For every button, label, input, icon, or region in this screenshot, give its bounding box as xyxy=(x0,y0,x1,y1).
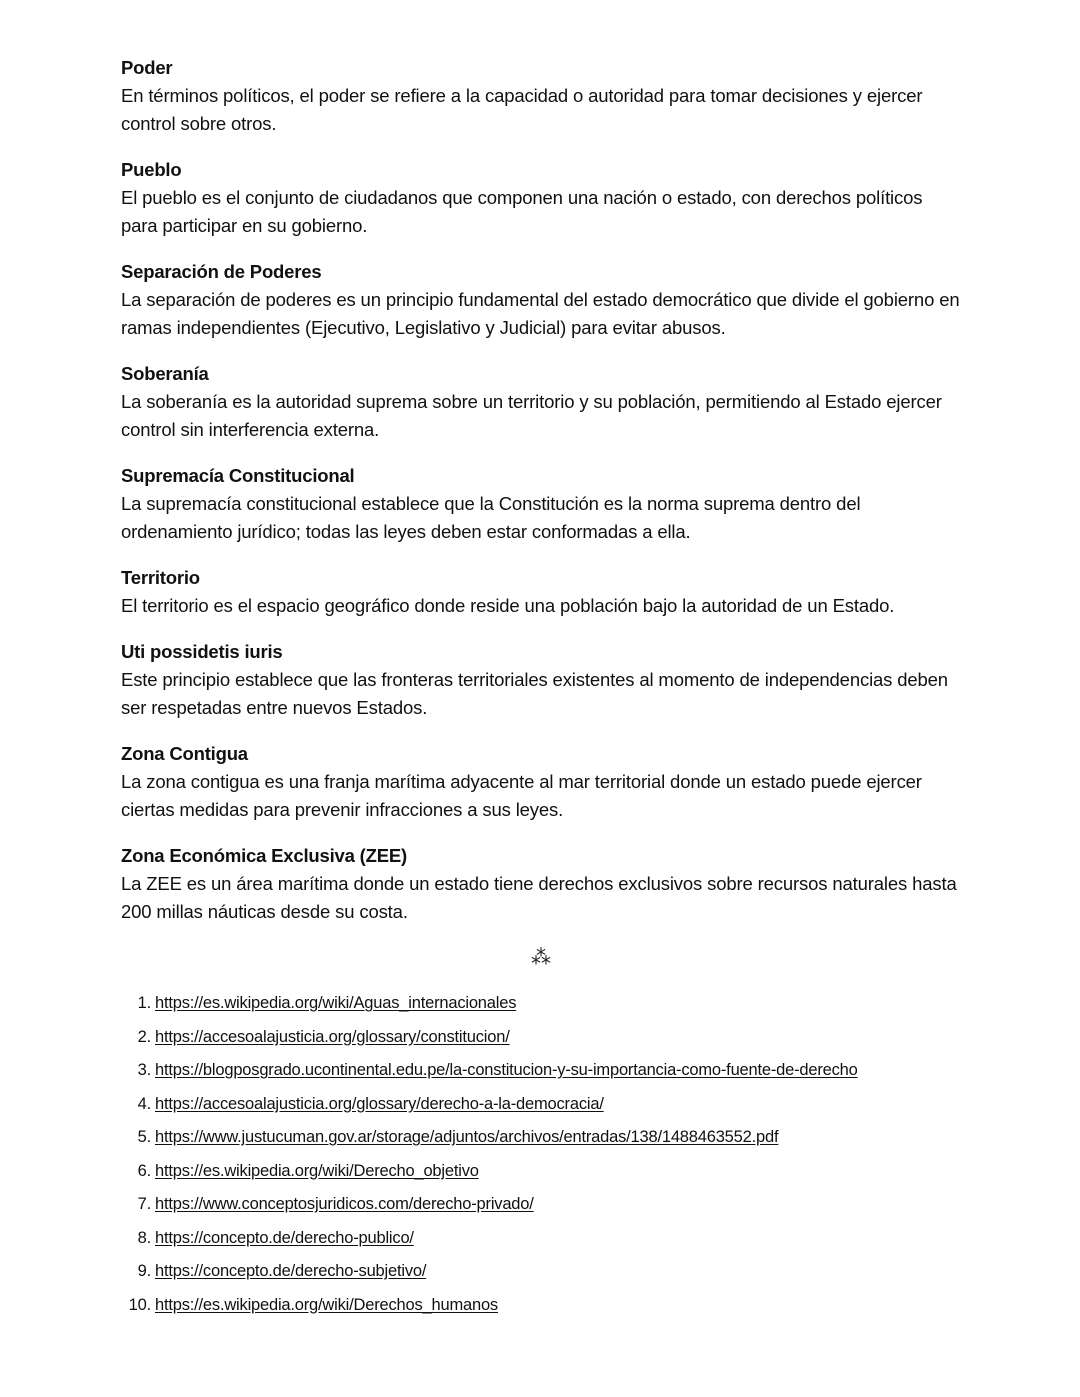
glossary-entry-uti-possidetis-iuris xyxy=(121,638,961,722)
reference-number: 5. xyxy=(137,1128,151,1146)
reference-link[interactable]: https://es.wikipedia.org/wiki/Derechos_humanos xyxy=(155,1295,498,1314)
reference-item xyxy=(137,992,961,1014)
reference-link[interactable]: https://www.justucuman.gov.ar/storage/adjuntos/archivos/entradas/138/1488463552.pdf xyxy=(155,1128,779,1146)
glossary-definition: Este principio establece que las fronteras territoriales existentes al momento de independencias deben ser respetadas entre nuevos Estados. xyxy=(121,669,948,718)
glossary-definition: El pueblo es el conjunto de ciudadanos que componen una nación o estado, con derechos políticos para participar en su gobierno. xyxy=(121,187,923,236)
glossary-entry-supremacia-constitucional xyxy=(121,462,961,546)
glossary-entry-poder xyxy=(121,54,961,138)
reference-item xyxy=(137,1093,961,1115)
glossary-definition: La supremacía constitucional establece que la Constitución es la norma suprema dentro del ordenamiento jurídico; todas las leyes deben estar conformadas a ella. xyxy=(121,493,861,542)
glossary-term: Separación de Poderes xyxy=(121,261,322,282)
reference-link[interactable]: https://concepto.de/derecho-subjetivo/ xyxy=(155,1262,427,1280)
glossary-term: Zona Contigua xyxy=(121,743,248,764)
asterism-icon: ⁂ xyxy=(531,947,551,969)
document-page xyxy=(121,54,961,1327)
reference-number: 6. xyxy=(137,1161,151,1180)
reference-link[interactable]: https://es.wikipedia.org/wiki/Derecho_objetivo xyxy=(155,1161,479,1180)
glossary-definition: La soberanía es la autoridad suprema sobre un territorio y su población, permitiendo al Estado ejercer control sin interferencia externa. xyxy=(121,391,942,440)
glossary-term: Soberanía xyxy=(121,363,209,384)
reference-item xyxy=(137,1126,961,1148)
reference-number: 8. xyxy=(137,1228,151,1247)
reference-item xyxy=(137,1059,961,1081)
glossary-section xyxy=(121,54,961,926)
glossary-definition: El territorio es el espacio geográfico donde reside una población bajo la autoridad de un Estado. xyxy=(121,595,895,616)
reference-item xyxy=(137,1160,961,1182)
reference-number: 7. xyxy=(137,1195,151,1213)
reference-link[interactable]: https://blogposgrado.ucontinental.edu.pe/la-constitucion-y-su-importancia-como-fuente-de-derecho xyxy=(155,1061,858,1079)
glossary-definition: La separación de poderes es un principio fundamental del estado democrático que divide el gobierno en ramas independientes (Ejecutivo, Legislativo y Judicial) para evitar abusos. xyxy=(121,289,960,338)
glossary-entry-zee xyxy=(121,842,961,926)
reference-item xyxy=(128,1294,961,1316)
glossary-term: Uti possidetis iuris xyxy=(121,641,283,662)
reference-link[interactable]: https://es.wikipedia.org/wiki/Aguas_internacionales xyxy=(155,994,517,1012)
glossary-entry-zona-contigua xyxy=(121,740,961,824)
reference-number: 1. xyxy=(137,994,151,1012)
reference-link[interactable]: https://accesoalajusticia.org/glossary/derecho-a-la-democracia/ xyxy=(155,1094,604,1113)
reference-number: 4. xyxy=(137,1094,151,1113)
glossary-term: Poder xyxy=(121,57,173,78)
reference-number: 9. xyxy=(137,1262,151,1280)
reference-link[interactable]: https://concepto.de/derecho-publico/ xyxy=(155,1228,414,1247)
glossary-definition: La ZEE es un área marítima donde un estado tiene derechos exclusivos sobre recursos naturales hasta 200 millas náuticas desde su costa. xyxy=(121,873,957,922)
reference-number: 10. xyxy=(128,1295,151,1314)
references-list xyxy=(121,992,961,1316)
glossary-term: Territorio xyxy=(121,567,200,588)
glossary-term: Zona Económica Exclusiva (ZEE) xyxy=(121,845,407,866)
glossary-definition: En términos políticos, el poder se refiere a la capacidad o autoridad para tomar decisiones y ejercer control sobre otros. xyxy=(121,85,923,134)
reference-link[interactable]: https://accesoalajusticia.org/glossary/constitucion/ xyxy=(155,1027,510,1046)
glossary-entry-pueblo xyxy=(121,156,961,240)
glossary-term: Supremacía Constitucional xyxy=(121,465,355,486)
glossary-entry-soberania xyxy=(121,360,961,444)
reference-item xyxy=(137,1260,961,1282)
glossary-term: Pueblo xyxy=(121,159,182,180)
reference-number: 3. xyxy=(137,1061,151,1079)
glossary-entry-territorio xyxy=(121,564,961,620)
reference-item xyxy=(137,1026,961,1048)
reference-item xyxy=(137,1193,961,1215)
reference-link[interactable]: https://www.conceptosjuridicos.com/derecho-privado/ xyxy=(155,1195,534,1213)
glossary-entry-separacion-de-poderes xyxy=(121,258,961,342)
reference-number: 2. xyxy=(137,1027,151,1046)
glossary-definition: La zona contigua es una franja marítima adyacente al mar territorial donde un estado puede ejercer ciertas medidas para prevenir infracciones a sus leyes. xyxy=(121,771,922,820)
reference-item xyxy=(137,1227,961,1249)
